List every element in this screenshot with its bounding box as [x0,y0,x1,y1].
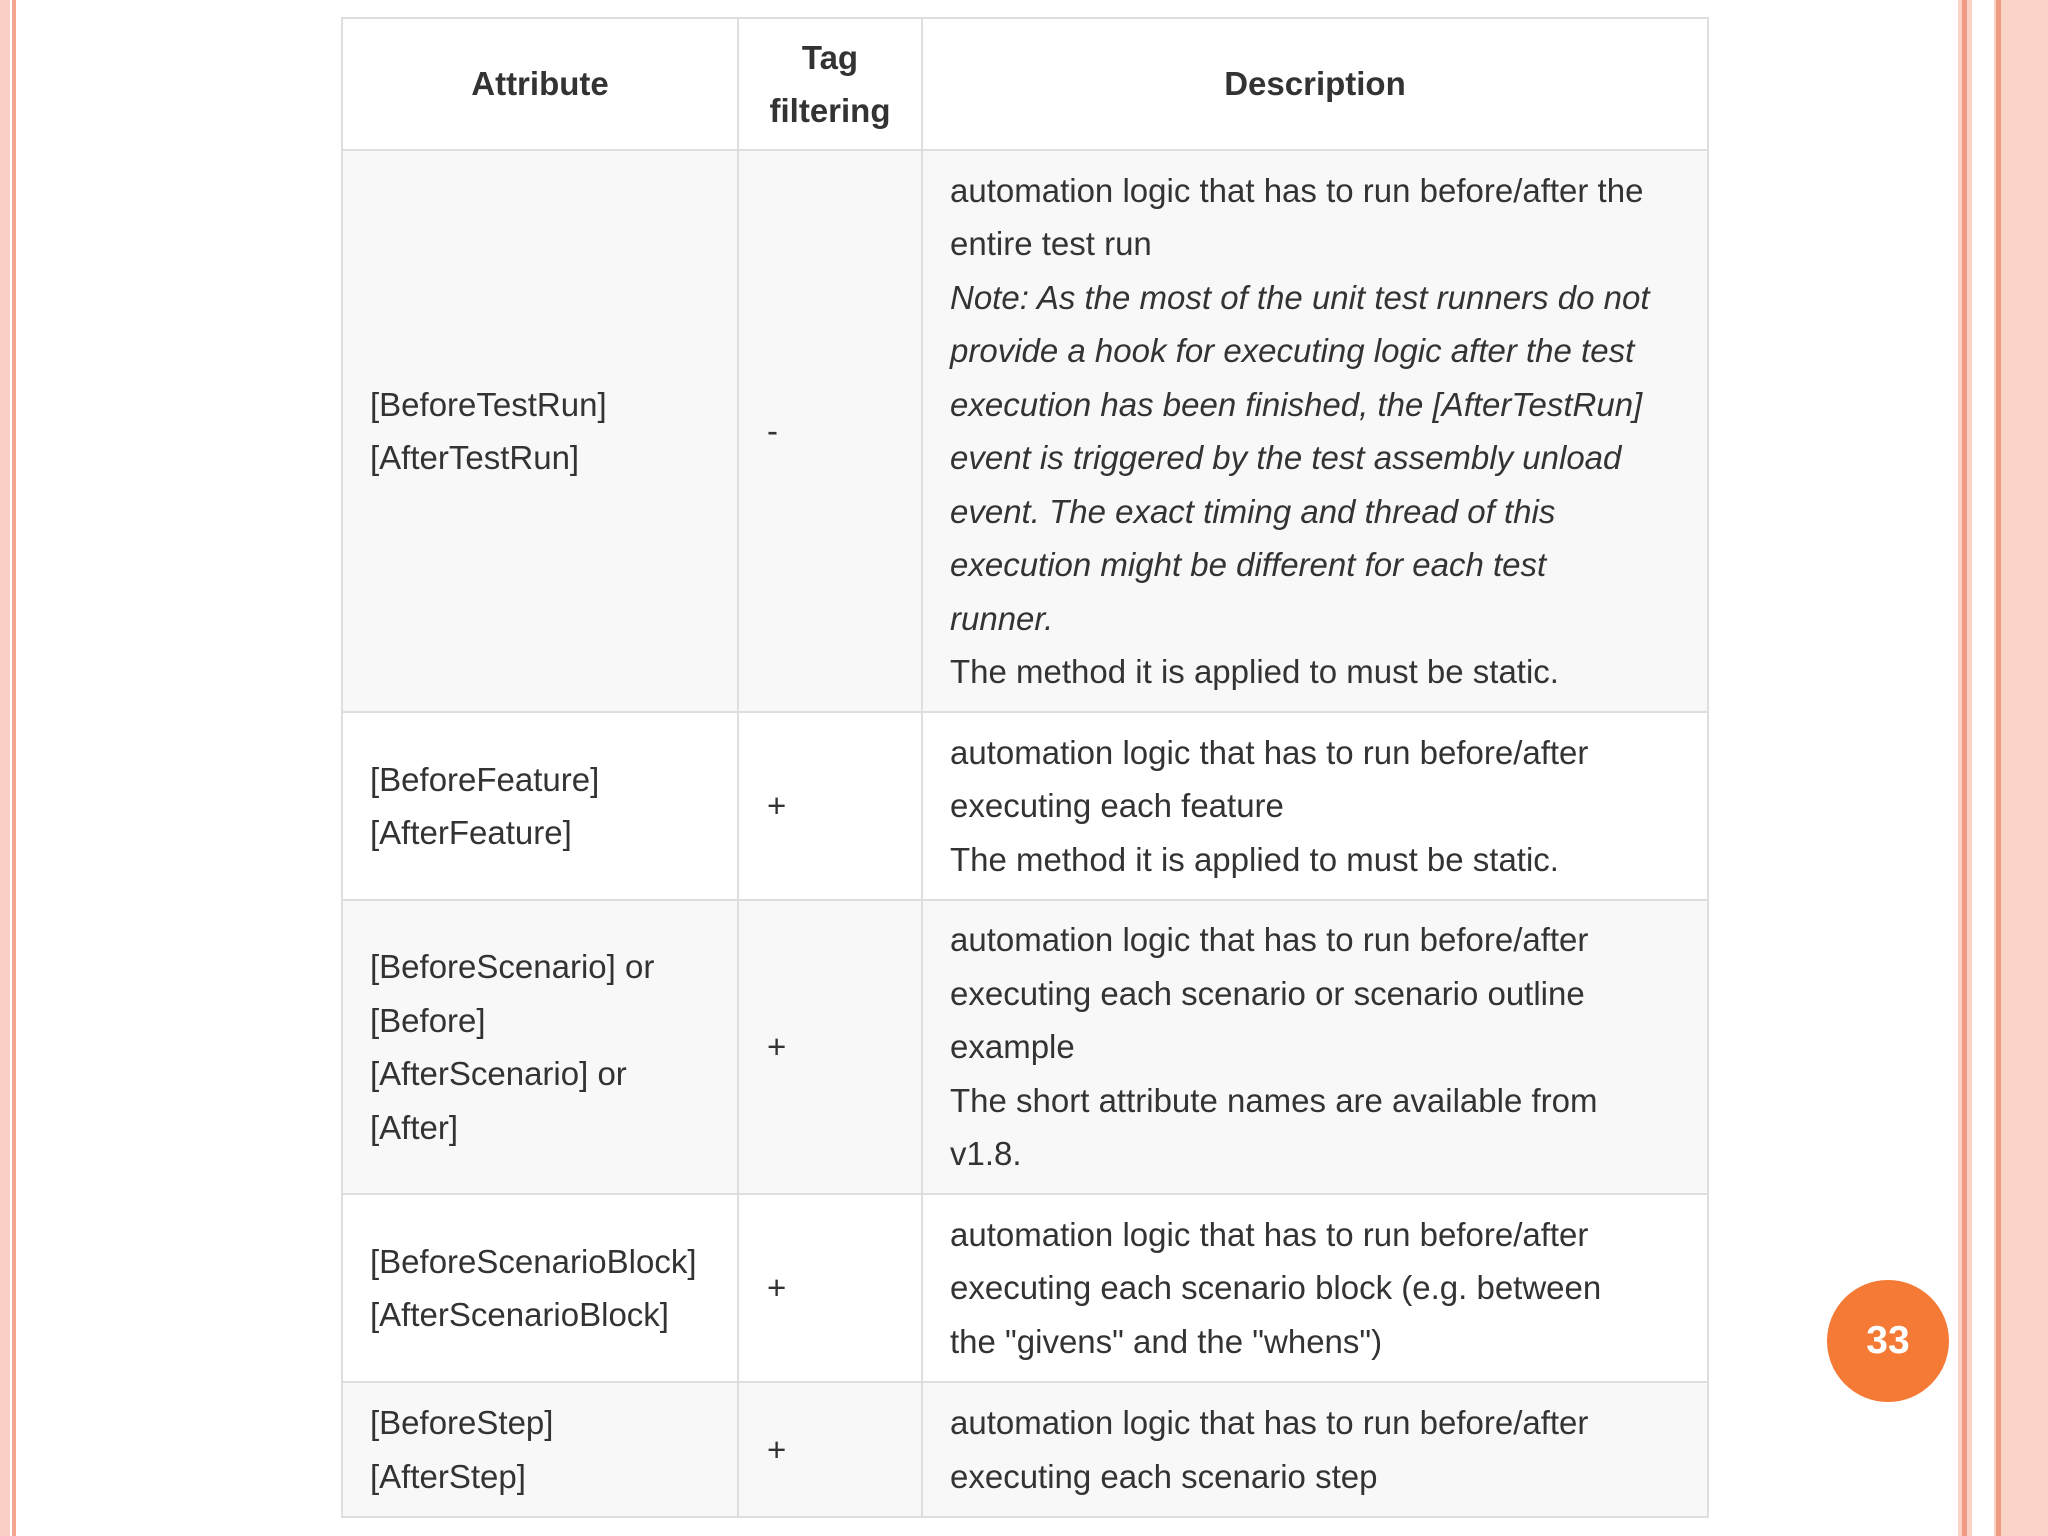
table-row [342,1194,1708,1382]
description-line: automation logic that has to run before/after [950,1404,1589,1441]
description-line: The short attribute names are available from [950,1081,1598,1119]
attribute-cell [342,712,738,900]
table-row [342,150,1708,712]
table-row [342,1382,1708,1517]
table-row [342,900,1708,1194]
description-line: executing each scenario or scenario outline [950,974,1585,1012]
slide-frame-right-line-2 [1996,0,2001,1536]
tag-filtering-cell: - [738,150,922,712]
attribute-name: [AfterTestRun] [370,439,580,476]
slide-frame-right-line-1 [1962,0,1967,1536]
description-line: executing each scenario block (e.g. between [950,1269,1602,1307]
description-cell [922,712,1708,900]
description-line: the "givens" and the "whens") [950,1322,1383,1360]
attribute-name: [AfterScenarioBlock] [370,1296,669,1333]
description-line: v1.8. [950,1135,1022,1173]
header-attribute: Attribute [342,18,738,150]
attribute-cell [342,1194,738,1382]
description-cell [922,900,1708,1194]
attribute-name: [AfterStep] [370,1457,526,1495]
header-tag-filtering [738,18,922,150]
slide-frame-right-gap [1972,0,1994,1536]
table-header-row [342,18,1708,150]
description-line: entire test run [950,225,1152,262]
page-number-badge: 33 [1827,1280,1949,1402]
description-line: executing each scenario step [950,1457,1378,1495]
header-description: Description [922,18,1708,150]
hooks-attribute-table [341,17,1709,1518]
tag-filtering-cell: + [738,900,922,1194]
note-line: execution might be different for each test [950,546,1547,583]
note-line: event is triggered by the test assembly unload [950,439,1622,476]
slide-frame-left-inner [12,0,16,1536]
attribute-cell [342,900,738,1194]
slide-frame-left-outer [0,0,10,1536]
note-line: Note: As the most of the unit test runners do not [950,278,1650,316]
table-row [342,712,1708,900]
description-line: executing each feature [950,787,1284,825]
attribute-name: [BeforeStep] [370,1404,554,1441]
description-line: automation logic that has to run before/after [950,733,1589,771]
note-line: event. The exact timing and thread of this [950,492,1556,530]
attribute-cell [342,150,738,712]
description-line: automation logic that has to run before/after the [950,171,1644,209]
attribute-name: [BeforeScenarioBlock] [370,1242,697,1280]
description-line: example [950,1028,1075,1066]
tag-filtering-cell: + [738,1382,922,1517]
attribute-name: [BeforeScenario] or [370,948,655,985]
note-line: execution has been finished, the [AfterTestRun] [950,385,1643,423]
note-line: runner. [950,599,1054,637]
attribute-cell [342,1382,738,1517]
header-tag-line2: filtering [769,92,891,129]
tag-filtering-cell: + [738,712,922,900]
description-cell [922,1194,1708,1382]
attribute-name: [BeforeTestRun] [370,385,607,423]
attribute-name: [BeforeFeature] [370,760,600,798]
note-line: provide a hook for executing logic after the test [950,332,1635,369]
attribute-name: [After] [370,1108,459,1146]
tag-filtering-cell: + [738,1194,922,1382]
attribute-name: [AfterScenario] or [370,1055,627,1092]
description-cell [922,1382,1708,1517]
attribute-name: [AfterFeature] [370,814,572,851]
description-line: automation logic that has to run before/after [950,921,1589,959]
description-line: The method it is applied to must be static. [950,840,1559,878]
description-cell [922,150,1708,712]
description-line: automation logic that has to run before/after [950,1215,1589,1253]
header-tag-line1: Tag [801,38,859,76]
attribute-name: [Before] [370,1001,486,1039]
description-line: The method it is applied to must be static. [950,653,1559,690]
